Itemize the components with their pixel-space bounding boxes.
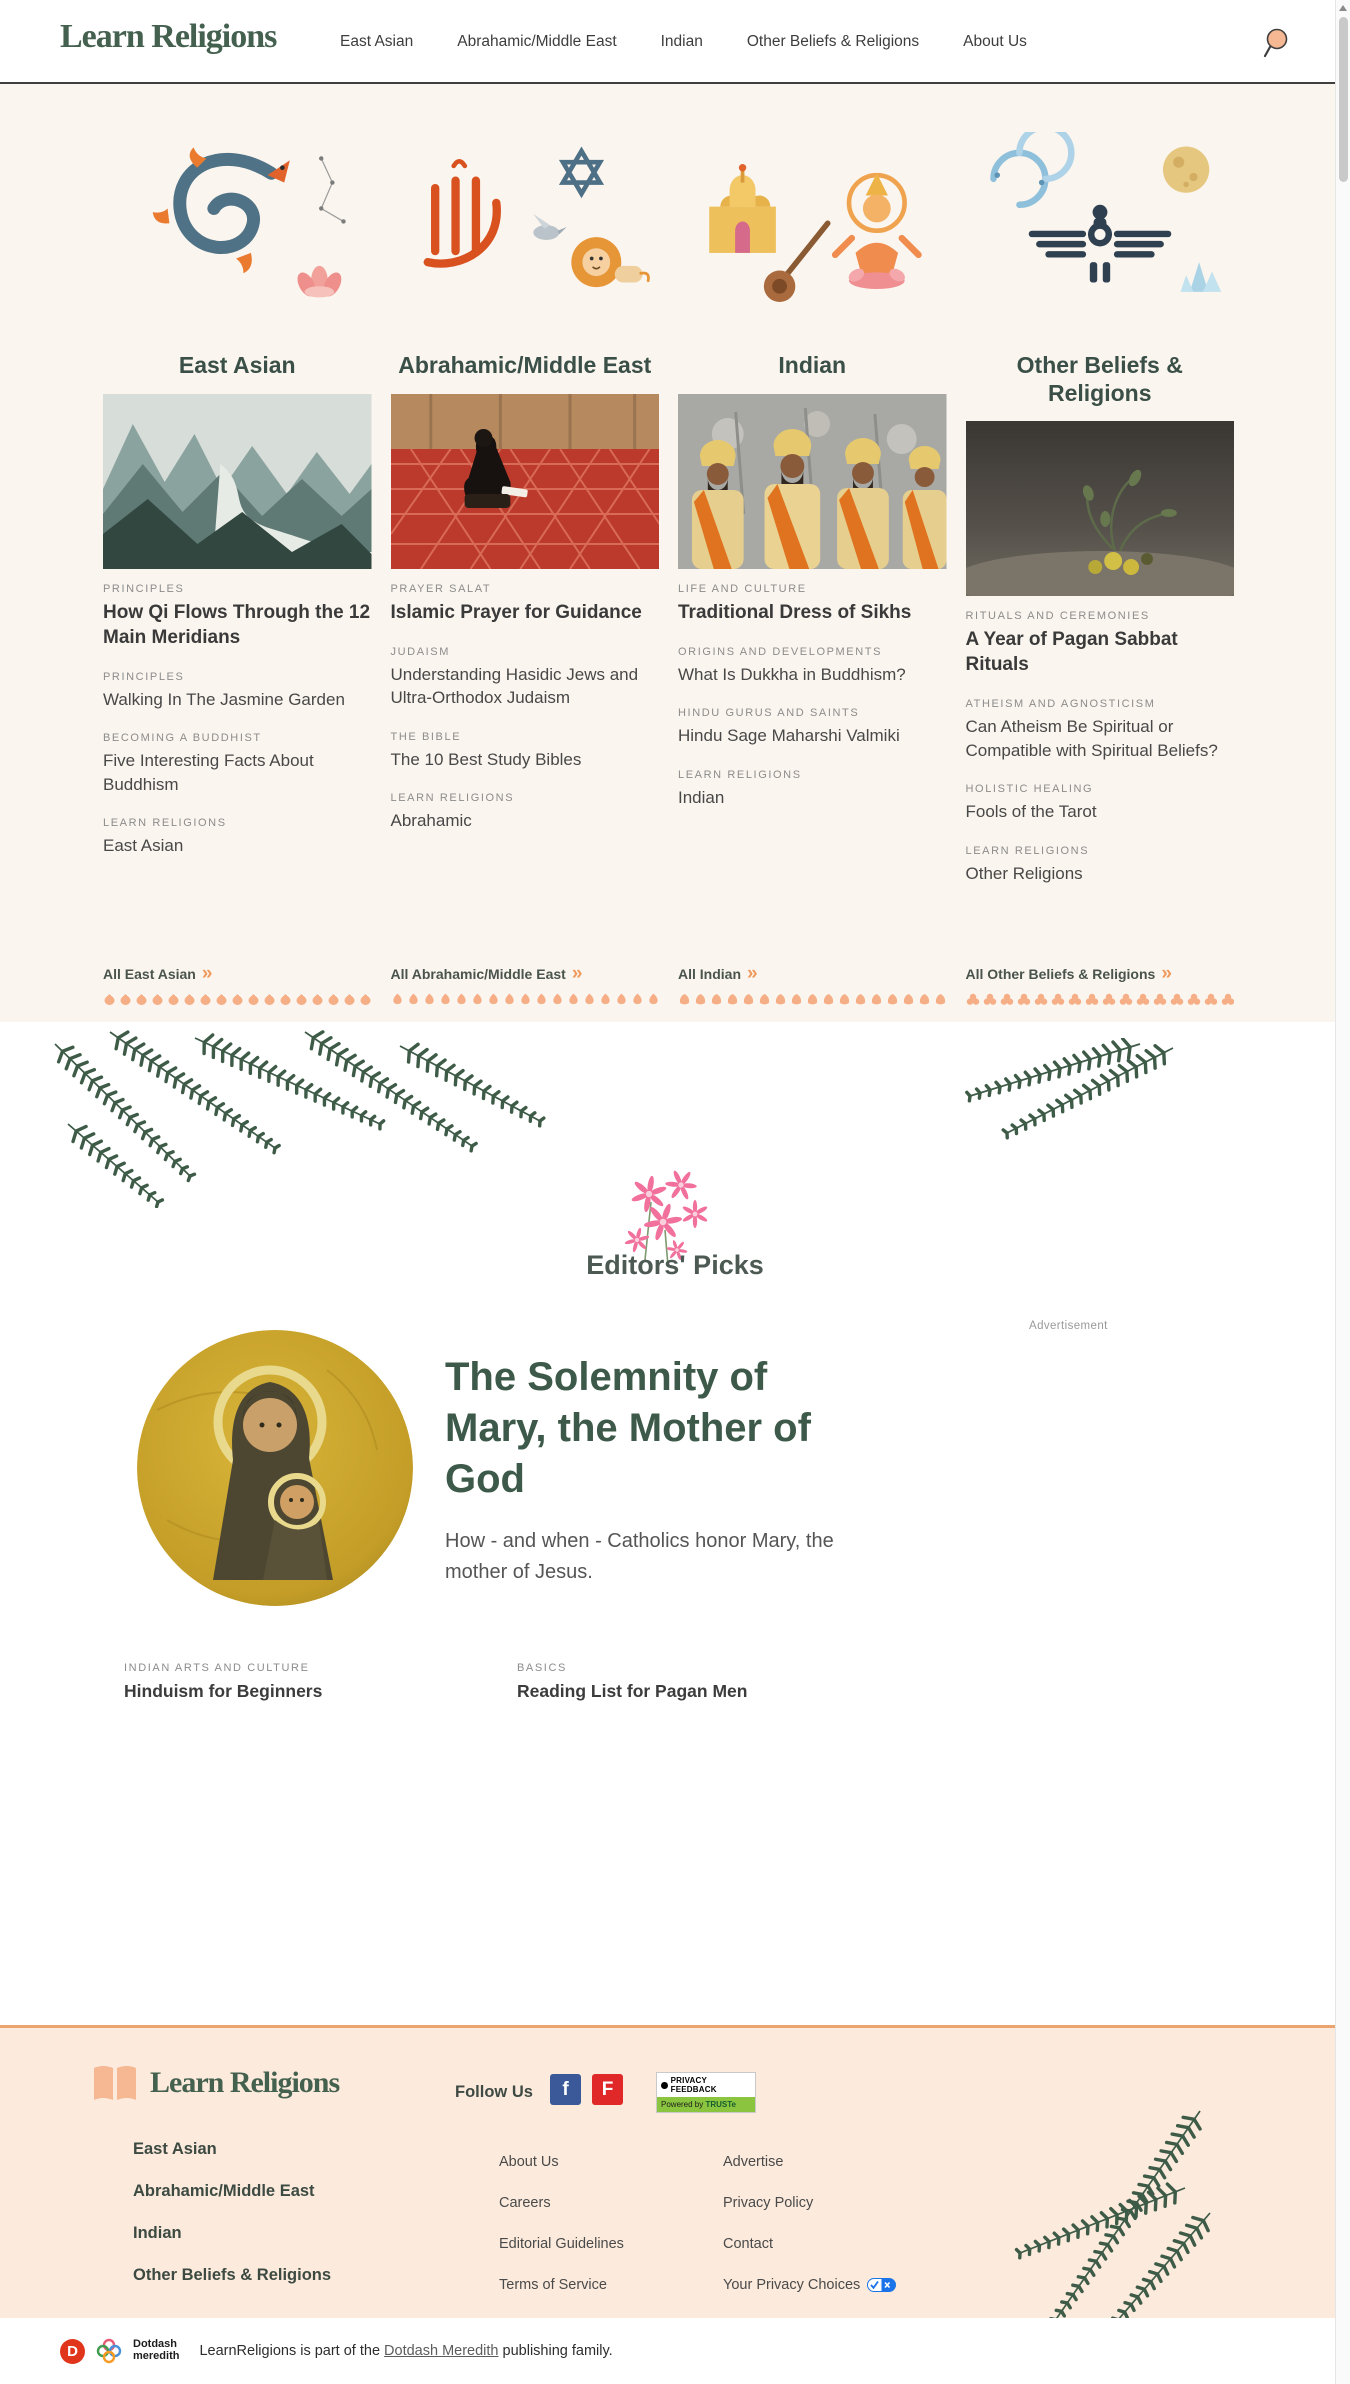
article-teaser [966, 610, 1235, 677]
category-column-other-beliefs [966, 84, 1235, 1006]
advertisement-label: Advertisement [1029, 1320, 1108, 1332]
editors-picks-heading: Editors' Picks [586, 1250, 764, 1280]
article-title-link[interactable]: The 10 Best Study Bibles [390, 749, 582, 769]
meredith-knot-icon [95, 2337, 123, 2365]
category-heading[interactable]: Indian [778, 352, 847, 378]
dotdash-logo-icon: D [60, 2339, 85, 2364]
category-featured-image[interactable] [966, 421, 1235, 596]
category-footer [678, 964, 947, 1006]
article-category-label[interactable]: PRINCIPLES [103, 670, 185, 683]
footer-category-abrahamic-middle-east[interactable]: Abrahamic/Middle East [133, 2182, 315, 2200]
trefoil-icon [983, 993, 997, 1006]
leaf-icon [678, 993, 691, 1006]
trefoil-icon [1153, 993, 1167, 1006]
fern-branch-decoration [985, 2093, 1225, 2343]
karst-mountains-river-photo [103, 394, 372, 569]
trefoil-icon [1034, 993, 1048, 1006]
lotus-icon [183, 993, 196, 1006]
article-teaser [103, 583, 372, 650]
trefoil-icon [1051, 993, 1065, 1006]
search-icon [1260, 26, 1292, 60]
footer-links-column-1 [499, 2154, 624, 2318]
lotus-icon [135, 993, 148, 1006]
trefoil-icon [1119, 993, 1133, 1006]
lotus-icon [359, 993, 372, 1006]
footer-category-links [133, 2140, 331, 2308]
flame-icon [503, 993, 516, 1006]
truste-privacy-badge[interactable]: PRIVACY FEEDBACK Powered by TRUSTe [656, 2072, 756, 2113]
article-title-link[interactable]: Can Atheism Be Spiritual or Compatible with Spiritual Beliefs? [965, 717, 1218, 760]
flame-icon [599, 993, 612, 1006]
article-category-label[interactable]: PRAYER SALAT [390, 582, 492, 595]
nav-item-indian[interactable]: Indian [660, 33, 703, 50]
article-list [966, 610, 1235, 906]
article-title-link[interactable]: Walking In The Jasmine Garden [103, 689, 345, 709]
nav-item-other-beliefs-religions[interactable]: Other Beliefs & Religions [746, 33, 920, 50]
leaf-icon [918, 993, 931, 1006]
article-teaser [517, 1662, 747, 1703]
article-category-label[interactable]: LIFE AND CULTURE [678, 582, 807, 595]
nav-item-about-us[interactable]: About Us [963, 33, 1027, 50]
lotus-icon [151, 993, 164, 1006]
article-teaser [391, 583, 660, 625]
category-footer [103, 964, 372, 1006]
article-category-label[interactable]: BECOMING A BUDDHIST [103, 732, 262, 745]
dotdash-meredith-wordmark: Dotdash meredith [133, 2338, 180, 2362]
flame-icon [423, 993, 436, 1006]
double-chevron-icon: » [747, 963, 758, 984]
category-featured-image[interactable] [103, 394, 372, 569]
article-category-label[interactable]: HINDU GURUS AND SAINTS [678, 707, 860, 720]
flame-icon [519, 993, 532, 1006]
dotdash-meredith-link[interactable]: Dotdash Meredith [384, 2343, 499, 2359]
editors-picks-section [0, 1022, 1350, 2025]
leaf-icon [934, 993, 947, 1006]
trefoil-icon [1068, 993, 1082, 1006]
flame-icon [615, 993, 628, 1006]
lotus-icon [231, 993, 244, 1006]
footer-link-about-us[interactable]: About Us [499, 2154, 559, 2170]
category-footer [966, 964, 1235, 1006]
leaf-icon [806, 993, 819, 1006]
leaf-icon [694, 993, 707, 1006]
temple-deity-sitar-illustration [678, 128, 947, 326]
article-teaser [966, 698, 1235, 762]
leaf-icon [726, 993, 739, 1006]
dragon-constellation-lotus-illustration [103, 128, 372, 326]
lotus-icon [311, 993, 324, 1006]
flame-icon [407, 993, 420, 1006]
nav-item-abrahamic-middle-east[interactable]: Abrahamic/Middle East [457, 33, 617, 50]
flame-icon [455, 993, 468, 1006]
footer-link-advertise[interactable]: Advertise [723, 2154, 784, 2170]
allah-calligraphy-star-dove-lion-illustration [391, 128, 660, 326]
article-title-link[interactable]: A Year of Pagan Sabbat Rituals [965, 629, 1178, 676]
lotus-icon [167, 993, 180, 1006]
flame-icon [647, 993, 660, 1006]
feature-article-subtitle: How - and when - Catholics honor Mary, the mother of Jesus. [445, 1530, 834, 1584]
flame-icon [487, 993, 500, 1006]
footer-logo[interactable] [92, 2064, 339, 2102]
flame-icon [535, 993, 548, 1006]
article-title-link[interactable]: Hinduism for Beginners [124, 1681, 323, 1701]
category-heading[interactable]: East Asian [178, 352, 296, 378]
lotus-icon [199, 993, 212, 1006]
article-category-label[interactable]: JUDAISM [390, 645, 450, 658]
article-title-link[interactable]: Indian [678, 787, 725, 807]
trefoil-icon [1221, 993, 1235, 1006]
publisher-text: LearnReligions is part of the Dotdash Meredith publishing family. [199, 2343, 613, 2359]
leaf-icon [742, 993, 755, 1006]
privacy-dot-icon [661, 2082, 668, 2089]
flame-icon [391, 993, 404, 1006]
article-category-label[interactable]: ORIGINS AND DEVELOPMENTS [678, 645, 883, 658]
article-teaser [678, 646, 947, 686]
lotus-icon [247, 993, 260, 1006]
article-title-link[interactable]: What Is Dukkha in Buddhism? [678, 664, 906, 684]
article-teaser [678, 769, 947, 809]
leaf-icon [758, 993, 771, 1006]
lotus-icon [215, 993, 228, 1006]
lotus-icon [343, 993, 356, 1006]
article-title-link[interactable]: How Qi Flows Through the 12 Main Meridians [103, 601, 371, 648]
flipboard-icon[interactable]: F [592, 2074, 623, 2105]
leaf-icon [902, 993, 915, 1006]
article-teaser [103, 732, 372, 796]
nav-item-east-asian[interactable]: East Asian [340, 33, 414, 50]
article-title-link[interactable]: Reading List for Pagan Men [517, 1681, 748, 1701]
article-title-link[interactable]: Islamic Prayer for Guidance [390, 601, 642, 623]
lotus-icon [279, 993, 292, 1006]
sikh-procession-photo [678, 394, 947, 569]
article-title-link[interactable]: Understanding Hasidic Jews and Ultra-Orthodox Judaism [390, 664, 639, 708]
category-grid [103, 84, 1234, 1006]
follow-us-label: Follow Us [455, 2083, 533, 2101]
leaf-icon [854, 993, 867, 1006]
article-teaser [966, 783, 1235, 823]
site-logo[interactable]: Learn Religions [60, 18, 277, 55]
category-column-east-asian [103, 84, 372, 1006]
article-title-link[interactable]: Traditional Dress of Sikhs [678, 601, 912, 623]
leaf-icon [822, 993, 835, 1006]
lotus-icon [119, 993, 132, 1006]
article-category-label[interactable]: BASICS [517, 1662, 567, 1674]
decorative-icon-row [103, 993, 372, 1006]
footer-logo-text: Learn Religions [150, 2066, 340, 2099]
article-title-link[interactable]: Abrahamic [390, 811, 472, 831]
site-header [0, 0, 1350, 84]
article-teaser [391, 792, 660, 832]
double-chevron-icon: » [571, 963, 583, 984]
all-east-asian-link[interactable]: All East Asian » [103, 963, 213, 984]
article-teaser [678, 583, 947, 625]
trefoil-icon [1017, 993, 1031, 1006]
article-category-label[interactable]: PRINCIPLES [103, 582, 185, 595]
article-title-link[interactable]: Other Religions [965, 863, 1083, 883]
article-list [391, 583, 660, 854]
site-footer [0, 2025, 1350, 2318]
article-list [103, 583, 372, 879]
article-title-link[interactable]: Fools of the Tarot [965, 802, 1097, 822]
trefoil-icon [1102, 993, 1116, 1006]
article-teaser [678, 707, 947, 747]
leaf-icon [838, 993, 851, 1006]
search-button[interactable] [1260, 26, 1292, 60]
trefoil-icon [1187, 993, 1201, 1006]
category-column-abrahamic-middle-east [391, 84, 660, 1006]
open-book-icon [92, 2064, 138, 2102]
category-featured-image[interactable] [391, 394, 660, 569]
trefoil-icon [1170, 993, 1184, 1006]
facebook-icon[interactable]: f [550, 2074, 581, 2105]
flame-icon [631, 993, 644, 1006]
article-category-label[interactable]: INDIAN ARTS AND CULTURE [124, 1662, 310, 1674]
footer-category-east-asian[interactable]: East Asian [133, 2140, 217, 2158]
footer-link-contact[interactable]: Contact [723, 2236, 773, 2252]
article-teaser [391, 646, 660, 710]
scrollbar-thumb[interactable] [1339, 17, 1348, 182]
footer-link-terms-of-service[interactable]: Terms of Service [499, 2277, 607, 2293]
article-title-link[interactable]: Five Interesting Facts About Buddhism [103, 751, 314, 794]
double-chevron-icon: » [201, 963, 213, 984]
leaf-icon [774, 993, 787, 1006]
category-heading[interactable]: Abrahamic/Middle East [398, 352, 652, 378]
leaf-icon [886, 993, 899, 1006]
article-category-label[interactable]: LEARN RELIGIONS [390, 792, 515, 805]
trefoil-icon [1000, 993, 1014, 1006]
all-other-beliefs-link[interactable]: All Other Beliefs & Religions » [965, 963, 1172, 984]
publisher-bar [0, 2318, 1350, 2384]
pagan-altar-offerings-photo [966, 421, 1235, 596]
main-nav [340, 0, 1027, 84]
category-heading[interactable]: Other Beliefs & Religions [1016, 352, 1183, 406]
footer-category-other-beliefs-religions[interactable]: Other Beliefs & Religions [133, 2266, 332, 2284]
all-abrahamic-middle-east-link[interactable]: All Abrahamic/Middle East » [390, 963, 583, 984]
article-category-label[interactable]: LEARN RELIGIONS [678, 768, 802, 781]
article-teaser [124, 1662, 322, 1703]
fern-branches-decoration [945, 1038, 1185, 1146]
article-teaser [391, 731, 660, 771]
article-category-label[interactable]: RITUALS AND CEREMONIES [965, 610, 1150, 623]
scrollbar[interactable] [1335, 0, 1350, 2384]
category-column-indian [678, 84, 947, 1006]
footer-links-column-2 [723, 2154, 896, 2318]
mary-gold-mosaic-photo[interactable] [137, 1330, 413, 1606]
muslim-man-praying-photo [391, 394, 660, 569]
article-category-label[interactable]: LEARN RELIGIONS [965, 844, 1090, 857]
footer-link-editorial-guidelines[interactable]: Editorial Guidelines [499, 2236, 624, 2252]
article-teaser [103, 671, 372, 711]
decorative-icon-row [391, 993, 660, 1006]
article-category-label[interactable]: ATHEISM AND AGNOSTICISM [965, 698, 1156, 711]
trefoil-icon [1085, 993, 1099, 1006]
leaf-icon [710, 993, 723, 1006]
article-category-label[interactable]: LEARN RELIGIONS [103, 817, 227, 830]
flame-icon [583, 993, 596, 1006]
double-chevron-icon: » [1161, 963, 1172, 984]
footer-category-indian[interactable]: Indian [133, 2224, 182, 2242]
category-section [0, 84, 1350, 1022]
category-featured-image[interactable] [678, 394, 947, 569]
article-list [678, 583, 947, 830]
footer-link-your-privacy-choices[interactable]: Your Privacy Choices [723, 2277, 896, 2293]
decorative-icon-row [966, 993, 1235, 1006]
leaf-icon [870, 993, 883, 1006]
category-footer [391, 964, 660, 1006]
flame-icon [551, 993, 564, 1006]
footer-link-careers[interactable]: Careers [499, 2195, 551, 2211]
feature-article [445, 1352, 875, 1588]
scrollbar-up-arrow[interactable] [1339, 5, 1347, 11]
footer-link-privacy-policy[interactable]: Privacy Policy [723, 2195, 814, 2211]
lotus-icon [263, 993, 276, 1006]
flame-icon [439, 993, 452, 1006]
pisces-moon-faravahar-crystals-illustration [966, 128, 1235, 326]
trefoil-icon [1136, 993, 1150, 1006]
lotus-icon [327, 993, 340, 1006]
article-title-link[interactable]: East Asian [103, 836, 184, 856]
trefoil-icon [966, 993, 980, 1006]
lotus-icon [295, 993, 308, 1006]
lotus-icon [103, 993, 116, 1006]
fern-branches-decoration [40, 1026, 560, 1208]
flame-icon [471, 993, 484, 1006]
leaf-icon [790, 993, 803, 1006]
article-category-label[interactable]: THE BIBLE [390, 730, 462, 743]
privacy-choices-icon [867, 2278, 896, 2292]
trefoil-icon [1204, 993, 1218, 1006]
all-indian-link[interactable]: All Indian » [678, 963, 758, 984]
decorative-icon-row [678, 993, 947, 1006]
flame-icon [567, 993, 580, 1006]
article-teaser [966, 845, 1235, 885]
article-teaser [103, 817, 372, 857]
feature-article-title[interactable]: The Solemnity of Mary, the Mother of God [445, 1355, 811, 1501]
article-title-link[interactable]: Hindu Sage Maharshi Valmiki [678, 726, 900, 746]
article-category-label[interactable]: HOLISTIC HEALING [965, 783, 1094, 796]
